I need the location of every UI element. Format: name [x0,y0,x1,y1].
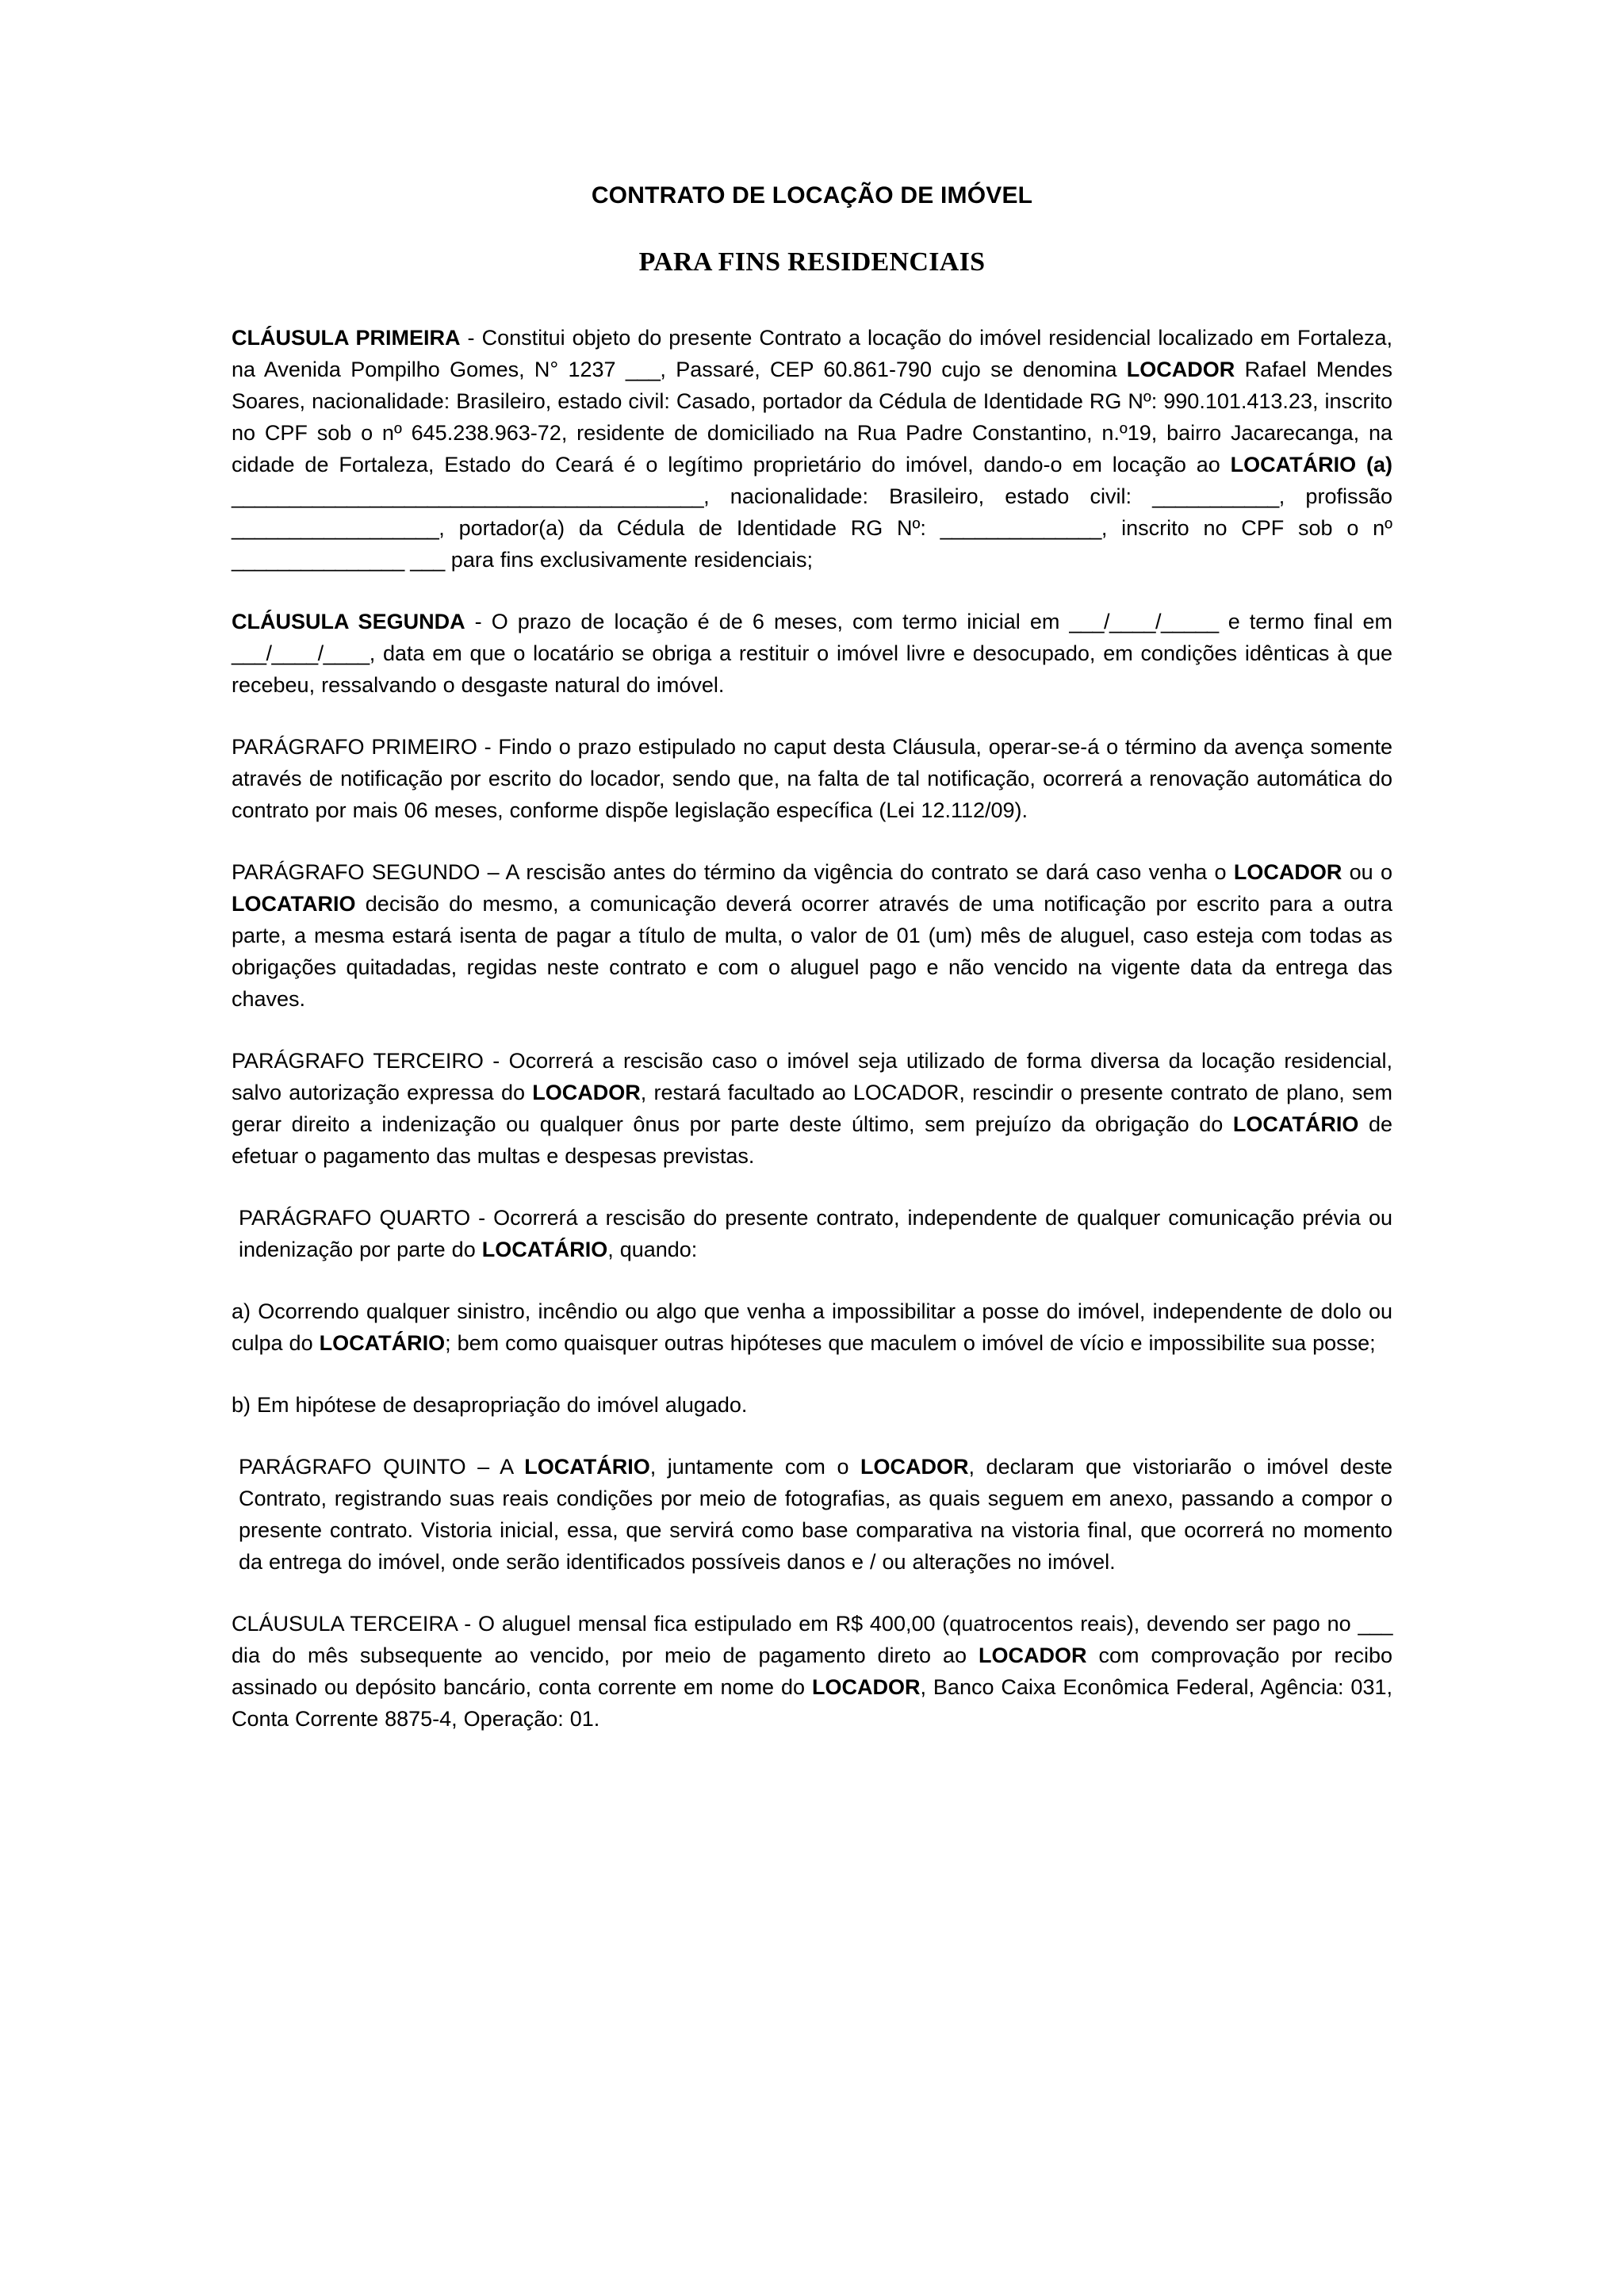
paragraph-segundo-locador-label: LOCADOR [1233,859,1342,884]
clause-primeira-heading: CLÁUSULA PRIMEIRA [232,325,461,350]
paragraph-segundo-middle: ou o [1342,859,1392,884]
clause-primeira-after-numero: , Passaré, CEP 60.861-790 cujo se denomina [660,357,1127,381]
paragraph-quinto-locatario-bold: LOCATÁRIO [524,1454,650,1479]
paragraph-primeiro [232,731,1392,826]
paragraph-terceiro-locador-bold: LOCADOR [532,1080,641,1104]
paragraph-quarto [232,1202,1392,1265]
list-item-a [232,1295,1392,1359]
clause-primeira-blank-nome[interactable]: _________________________________________ [232,484,704,508]
clause-primeira-after-nome: , nacionalidade: Brasileiro, estado civil: [703,484,1153,508]
list-item-b: b) Em hipótese de desapropriação do imóvel alugado. [232,1392,748,1417]
clause-terceira-locador-label-1: LOCADOR [979,1643,1087,1667]
list-item-a-lead: a) Ocorrendo qualquer sinistro, incêndio ou algo que venha a impossibilitar a posse do imóvel, independente de dolo ou culpa do [232,1299,1392,1355]
clause-segunda-blank-data-inicial[interactable]: ___/____/_____ [1069,609,1219,633]
paragraph-segundo-tail: decisão do mesmo, a comunicação deverá ocorrer através de uma notificação por escrito para a outra parte, a mesma estará isenta de pagar a título de multa, o valor de 01 (um) mês de aluguel, caso esteja com todas as obrigações quitadadas, regidas neste contrato e com o aluguel pago e não vencido na vigente data da entrega das chaves. [232,891,1392,1011]
clause-primeira-locatario-label: LOCATÁRIO [1230,452,1357,476]
clause-segunda [232,606,1392,701]
paragraph-quinto-lead: – A [465,1454,525,1479]
clause-primeira-blank-estado-civil[interactable]: ___________ [1152,484,1279,508]
clause-primeira-blank-rg[interactable]: ______________ [940,515,1101,540]
paragraph-terceiro-heading: PARÁGRAFO TERCEIRO [232,1048,484,1073]
clause-primeira [232,322,1392,576]
clause-primeira-after-profissao: , portador(a) da Cédula de Identidade RG Nº: [439,515,940,540]
clause-segunda-heading: CLÁUSULA SEGUNDA [232,609,465,633]
clause-terceira-locador-label-2: LOCADOR [811,1674,921,1699]
paragraph-segundo-heading: PARÁGRAFO SEGUNDO [232,859,481,884]
paragraph-quinto-heading: PARÁGRAFO QUINTO [239,1454,466,1479]
paragraph-terceiro-locatario-bold: LOCATÁRIO [1232,1112,1359,1136]
clause-primeira-locador-info: Rafael Mendes Soares, nacionalidade: Brasileiro, estado civil: Casado, portador da Cédula de Identidade RG Nº: 990.101.413.23, inscrito no CPF sob o nº 645.238.963-72, residente de domiciliado na Rua Padre Constantino, n.º19, bairro Jacarecanga, na cidade de Fortaleza, Estado do Ceará é o legítimo proprietário do imóvel, dando-o em locação ao [232,357,1392,476]
clause-terceira-blank-dia[interactable]: ___ [1358,1611,1392,1636]
paragraph-primeiro-text: - Findo o prazo estipulado no caput desta Cláusula, operar-se-á o término da avença somente através de notificação por escrito do locador, sendo que, na falta de tal notificação, ocorrerá a renovação automática do contrato por mais 06 meses, conforme dispõe legislação específica (Lei 12.112/09). [232,734,1392,822]
clause-primeira-tail: para fins exclusivamente residenciais; [444,547,814,572]
paragraph-quarto-locatario-bold: LOCATÁRIO [481,1237,608,1261]
clause-segunda-middle: e termo final em [1218,609,1393,633]
clause-terceira-middle: dia do mês subsequente ao vencido, por meio de pagamento direto ao [232,1643,979,1667]
paragraph-quinto-locador-bold: LOCADOR [860,1454,969,1479]
clause-primeira-locatario-a: (a) [1356,452,1392,476]
clause-primeira-after-rg: , inscrito no CPF sob o nº [1101,515,1392,540]
clause-primeira-blank-profissao[interactable]: __________________ [232,515,439,540]
paragraph-quarto-tail: , quando: [607,1237,698,1261]
paragraph-segundo [232,856,1392,1015]
clause-terceira-after-locador-1: com comprovação por recibo assinado ou depósito bancário, conta corrente em nome do [232,1643,1393,1699]
paragraph-terceiro [232,1045,1392,1172]
clause-primeira-blank-cpf[interactable]: _______________ ___ [232,547,445,572]
clause-primeira-after-estado-civil: , profissão [1278,484,1392,508]
paragraph-segundo-lead: – A rescisão antes do término da vigência do contrato se dará caso venha o [480,859,1234,884]
paragraph-terceiro-lead: - Ocorrerá a rescisão caso o imóvel seja utilizado de forma diversa da locação residencial, salvo autorização expressa do [232,1048,1392,1104]
list-item-a-locatario-bold: LOCATÁRIO [319,1330,446,1355]
clause-terceira [232,1608,1392,1735]
paragraph-segundo-locatario-label: LOCATARIO [232,891,356,916]
paragraph-quinto-tail: , declaram que vistoriarão o imóvel deste Contrato, registrando suas reais condições por meio de fotografias, as quais seguem em anexo, passando a compor o presente contrato. Vistoria inicial, essa, que servirá como base comparativa na vistoria final, que ocorrerá no momento da entrega do imóvel, onde serão identificados possíveis danos e / ou alterações no imóvel. [239,1454,1392,1574]
paragraph-quarto-lead: - Ocorrerá a rescisão do presente contrato, independente de qualquer comunicação prévia ou indenização por parte do [239,1205,1392,1261]
document-title-sub: PARA FINS RESIDENCIAIS [638,247,986,277]
clause-primeira-blank-numero[interactable]: ___ [625,357,661,381]
paragraph-terceiro-middle: , restará facultado ao LOCADOR, rescindir o presente contrato de plano, sem gerar direito a indenização ou qualquer ônus por parte deste último, sem prejuízo da obrigação do [232,1080,1392,1136]
paragraph-terceiro-tail: de efetuar o pagamento das multas e despesas previstas. [232,1112,1392,1168]
clause-terceira-heading: CLÁUSULA TERCEIRA [232,1611,458,1636]
clause-segunda-blank-data-final[interactable]: ___/____/____ [232,641,370,665]
document-title-main: CONTRATO DE LOCAÇÃO DE IMÓVEL [591,182,1033,209]
list-item-a-tail: ; bem como quaisquer outras hipóteses que maculem o imóvel de vício e impossibilite sua posse; [445,1330,1376,1355]
clause-terceira-tail: , Banco Caixa Econômica Federal, Agência: 031, Conta Corrente 8875-4, Operação: 01. [232,1674,1392,1731]
paragraph-primeiro-heading: PARÁGRAFO PRIMEIRO [232,734,477,759]
clause-terceira-lead: - O aluguel mensal fica estipulado em R$ 400,00 (quatrocentos reais), devendo ser pago no [457,1611,1358,1636]
document-body [232,182,1392,1735]
paragraph-quarto-heading: PARÁGRAFO QUARTO [239,1205,471,1230]
paragraph-quinto-middle: , juntamente com o [649,1454,861,1479]
clause-primeira-lead: - Constitui objeto do presente Contrato a locação do imóvel residencial localizado em Fortaleza, na Avenida Pompilho Gomes, N° 1237 [232,325,1392,381]
clause-segunda-lead: - O prazo de locação é de 6 meses, com termo inicial em [465,609,1070,633]
clause-primeira-locador-label: LOCADOR [1126,357,1235,381]
paragraph-quinto [232,1451,1392,1578]
clause-segunda-tail: , data em que o locatário se obriga a restituir o imóvel livre e desocupado, em condições idênticas à que recebeu, ressalvando o desgaste natural do imóvel. [232,641,1392,697]
